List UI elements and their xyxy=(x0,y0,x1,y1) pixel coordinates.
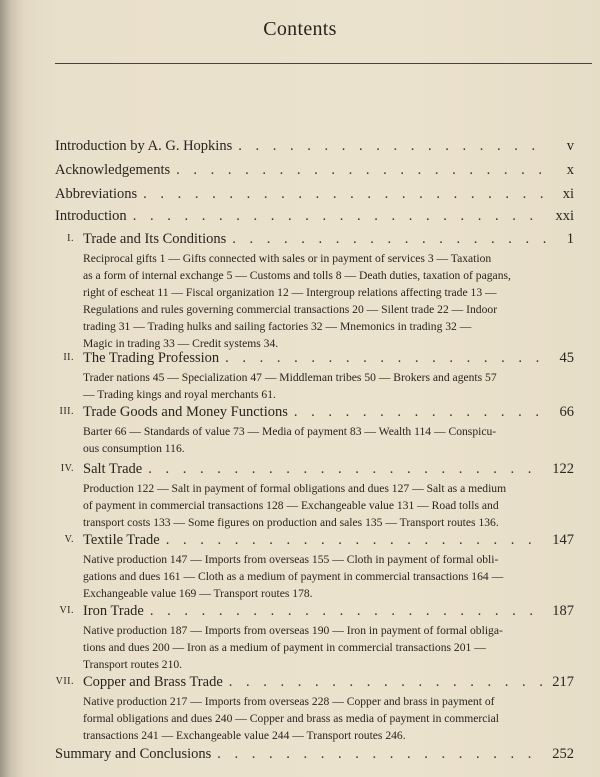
toc-entry-front[interactable] xyxy=(0,184,600,204)
entry-leader-row xyxy=(55,206,574,226)
entry-page-number: 66 xyxy=(559,404,574,420)
entry-page-number: 187 xyxy=(552,603,574,619)
entry-page-number: 45 xyxy=(559,350,574,366)
subtopic-line: of payment in commercial transactions 128 — Exchangeable value 131 — Road tolls and xyxy=(83,499,499,512)
subtopic-line: Barter 66 — Standards of value 73 — Media of payment 83 — Wealth 114 — Conspicu- xyxy=(83,425,497,438)
toc-entry-chapter[interactable] xyxy=(0,229,600,249)
dot-leader xyxy=(232,229,546,249)
subtopic-line: tions and dues 200 — Iron as a medium of payment in commercial transactions 201 — xyxy=(83,641,486,654)
entry-title: Acknowledgements xyxy=(55,162,171,178)
toc-entry-chapter[interactable] xyxy=(0,601,600,621)
entry-leader-row xyxy=(83,530,574,550)
subtopic-line: Magic in trading 33 — Credit systems 34. xyxy=(83,337,279,350)
entry-title: Textile Trade xyxy=(83,532,160,548)
toc-entry-chapter[interactable] xyxy=(0,348,600,368)
entry-page-number: 1 xyxy=(566,231,574,247)
entry-page-number: v xyxy=(566,138,574,154)
chapter-number: VII. xyxy=(55,676,74,687)
toc-entry-chapter[interactable] xyxy=(0,530,600,550)
dot-leader xyxy=(166,530,546,550)
chapter-subtopics xyxy=(83,480,558,531)
entry-leader-row xyxy=(83,601,574,621)
entry-leader-row xyxy=(83,402,574,422)
chapter-number: IV. xyxy=(60,463,74,474)
subtopic-line: transport costs 133 — Some figures on production and sales 135 — Transport routes 136. xyxy=(83,516,499,529)
subtopic-line: transactions 241 — Exchangeable value 244 — Transport routes 246. xyxy=(83,729,406,742)
subtopic-line: Exchangeable value 169 — Transport routes 178. xyxy=(83,587,313,600)
entry-title: Introduction by A. G. Hopkins xyxy=(55,138,233,154)
entry-leader-row xyxy=(83,672,574,692)
toc-entry-chapter[interactable] xyxy=(0,459,600,479)
chapter-subtopics xyxy=(83,423,558,457)
entry-title: Iron Trade xyxy=(83,603,144,619)
entry-page-number: 122 xyxy=(552,461,574,477)
entry-leader-row xyxy=(55,160,574,180)
entry-title: Abbreviations xyxy=(55,186,138,202)
chapter-subtopics xyxy=(83,622,558,673)
subtopic-line: gations and dues 161 — Cloth as a medium of payment in commercial transactions 164 — xyxy=(83,570,504,583)
chapter-subtopics xyxy=(83,551,558,602)
toc-entry-chapter[interactable] xyxy=(0,402,600,422)
dot-leader xyxy=(217,744,546,764)
entry-page-number: x xyxy=(566,162,574,178)
toc-entry-chapter[interactable] xyxy=(0,672,600,692)
subtopic-line: Native production 217 — Imports from overseas 228 — Copper and brass in payment of xyxy=(83,695,495,708)
title-rule xyxy=(55,63,592,64)
chapter-number: I. xyxy=(67,233,74,244)
entry-leader-row xyxy=(55,136,574,156)
subtopic-line: Transport routes 210. xyxy=(83,658,183,671)
entry-leader-row xyxy=(83,348,574,368)
subtopic-line: Trader nations 45 — Specialization 47 — Middleman tribes 50 — Brokers and agents 57 xyxy=(83,371,497,384)
toc-entry-front[interactable] xyxy=(0,136,600,156)
subtopic-line: trading 31 — Trading hulks and sailing factories 32 — Mnemonics in trading 32 — xyxy=(83,320,472,333)
entry-title: Copper and Brass Trade xyxy=(83,674,223,690)
dot-leader xyxy=(294,402,546,422)
subtopic-line: Regulations and rules governing commercial transactions 20 — Silent trade 22 — Indoor xyxy=(83,303,498,316)
chapter-number: VI. xyxy=(59,605,74,616)
entry-title: Introduction xyxy=(55,208,127,224)
chapter-number: II. xyxy=(63,352,74,363)
subtopic-line: ous consumption 116. xyxy=(83,442,185,455)
dot-leader xyxy=(148,459,546,479)
entry-page-number: xxi xyxy=(555,208,574,224)
chapter-number: V. xyxy=(64,534,74,545)
chapter-number: III. xyxy=(59,406,74,417)
dot-leader xyxy=(143,184,546,204)
entry-title: Trade and Its Conditions xyxy=(83,231,227,247)
subtopic-line: Native production 147 — Imports from overseas 155 — Cloth in payment of formal obli- xyxy=(83,553,499,566)
entry-leader-row xyxy=(55,184,574,204)
subtopic-line: Reciprocal gifts 1 — Gifts connected with sales or in payment of services 3 — Taxation xyxy=(83,252,492,265)
subtopic-line: Production 122 — Salt in payment of formal obligations and dues 127 — Salt as a medium xyxy=(83,482,507,495)
subtopic-line: — Trading kings and royal merchants 61. xyxy=(83,388,276,401)
dot-leader xyxy=(238,136,546,156)
subtopic-line: Native production 187 — Imports from overseas 190 — Iron in payment of formal obliga- xyxy=(83,624,503,637)
dot-leader xyxy=(150,601,546,621)
entry-leader-row xyxy=(83,229,574,249)
toc-entry-front[interactable] xyxy=(0,160,600,180)
entry-page-number: 252 xyxy=(552,746,574,762)
subtopic-line: as a form of internal exchange 5 — Customs and tolls 8 — Death duties, taxation of pagans, xyxy=(83,269,511,282)
entry-title: Trade Goods and Money Functions xyxy=(83,404,288,420)
subtopic-line: right of escheat 11 — Fiscal organization 12 — Intergroup relations affecting trade 13 — xyxy=(83,286,497,299)
page-title: Contents xyxy=(263,18,337,40)
chapter-subtopics xyxy=(83,250,558,352)
entry-title: Salt Trade xyxy=(83,461,143,477)
entry-title: Summary and Conclusions xyxy=(55,746,212,762)
entry-page-number: 217 xyxy=(552,674,574,690)
dot-leader xyxy=(225,348,546,368)
chapter-subtopics xyxy=(83,369,558,403)
dot-leader xyxy=(176,160,546,180)
subtopic-line: formal obligations and dues 240 — Copper and brass as media of payment in commercial xyxy=(83,712,499,725)
entry-page-number: xi xyxy=(562,186,574,202)
toc-entry-front[interactable] xyxy=(0,206,600,226)
chapter-subtopics xyxy=(83,693,558,744)
toc-entry-back[interactable] xyxy=(0,744,600,764)
entry-page-number: 147 xyxy=(552,532,574,548)
dot-leader xyxy=(229,672,546,692)
entry-leader-row xyxy=(83,459,574,479)
entry-title: The Trading Profession xyxy=(83,350,220,366)
dot-leader xyxy=(133,206,546,226)
entry-leader-row xyxy=(55,744,574,764)
